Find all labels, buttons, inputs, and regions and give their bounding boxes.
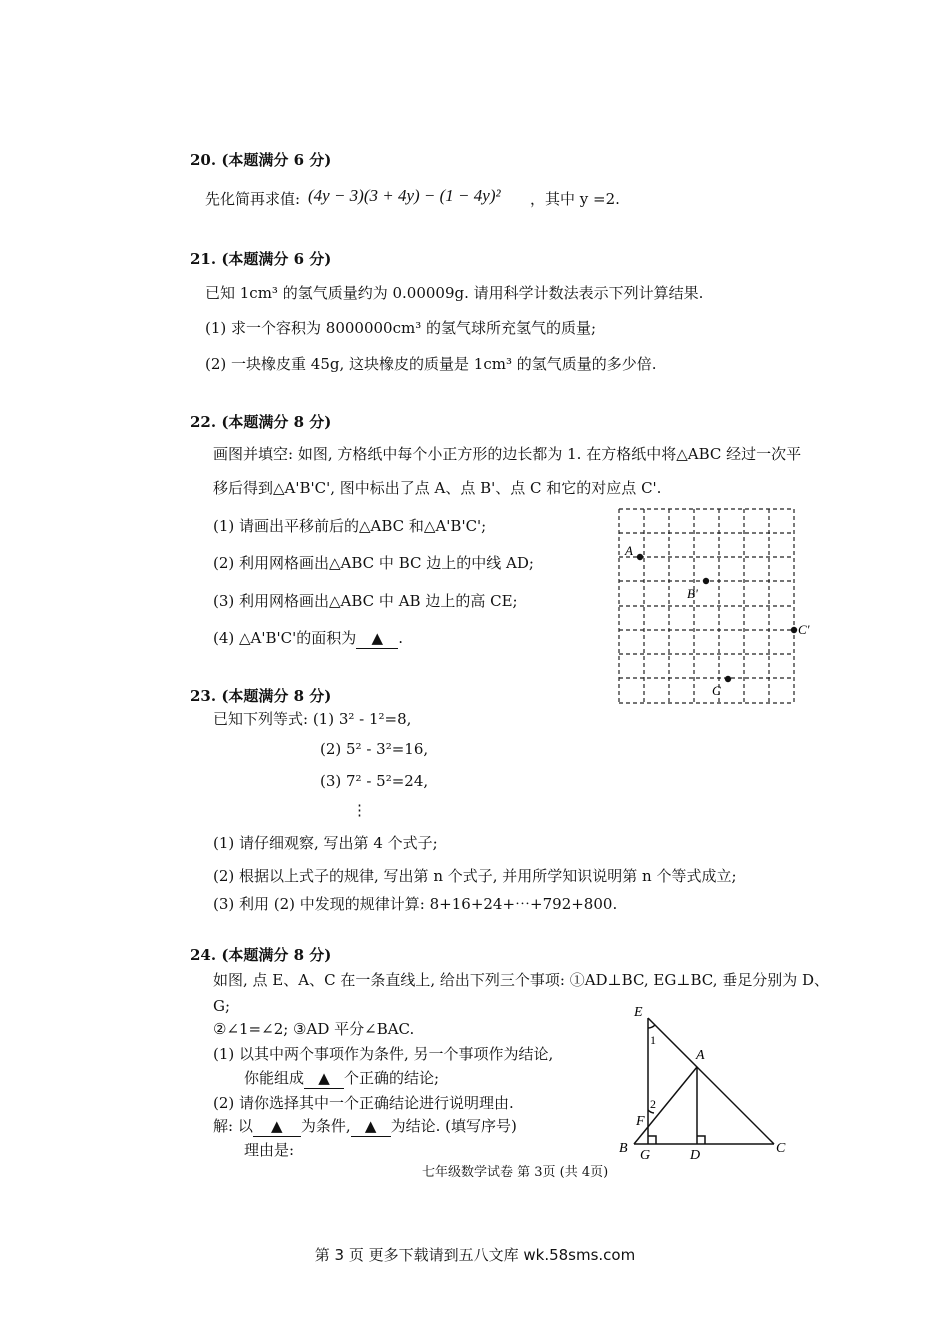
- q23-part1: (1) 请仔细观察, 写出第 4 个式子;: [213, 834, 438, 852]
- q22-intro-line2: 移后得到△A'B'C', 图中标出了点 A、点 B'、点 C 和它的对应点 C'.: [213, 479, 662, 497]
- site-footer: 第 3 页 更多下载请到五八文库 wk.58sms.com: [314, 1246, 636, 1264]
- q20-condition: ，其中 y =2.: [530, 190, 620, 208]
- answer-blank: ▲: [356, 628, 398, 649]
- q24-part1c-text: 个正确的结论;: [344, 1069, 440, 1087]
- triangle-figure: [610, 1000, 795, 1165]
- q21-intro: 已知 1cm³ 的氢气质量约为 0.00009g. 请用科学计数法表示下列计算结果.: [205, 284, 704, 302]
- q24-intro-line1: 如图, 点 E、A、C 在一条直线上, 给出下列三个事项: ①AD⊥BC, EG⊥BC, 垂足分别为 D、: [213, 971, 830, 989]
- q23-part2: (2) 根据以上式子的规律, 写出第 n 个式子, 并用所学知识说明第 n 个等式成立;: [213, 867, 737, 885]
- q22-part4: [213, 628, 403, 649]
- label-angle-1: 1: [650, 1033, 656, 1047]
- q22-part4-text: (4) △A'B'C'的面积为: [213, 629, 357, 647]
- q22-part4-end: .: [398, 629, 404, 647]
- q22-part3: (3) 利用网格画出△ABC 中 AB 边上的高 CE;: [213, 592, 518, 610]
- line-ba: [634, 1067, 697, 1144]
- label-b-prime: B': [687, 586, 698, 601]
- q23-eq3: (3) 7² - 5²=24,: [320, 772, 429, 790]
- answer-blank: ▲: [253, 1116, 301, 1137]
- q23-header: 23. (本题满分 8 分): [190, 687, 332, 705]
- q23-intro: 已知下列等式: (1) 3² - 1²=8,: [213, 710, 412, 728]
- answer-blank: ▲: [351, 1116, 391, 1137]
- point-c: [725, 676, 731, 682]
- label-c: C: [712, 683, 721, 698]
- q24-intro-line2: G;: [213, 997, 231, 1015]
- q20-header: 20. (本题满分 6 分): [190, 151, 332, 169]
- q24-part1b-text: 你能组成: [244, 1069, 305, 1087]
- q24-part1b: [244, 1068, 439, 1089]
- label-b: B: [619, 1141, 628, 1156]
- q24-sol-c: 为结论. (填写序号): [390, 1117, 517, 1135]
- label-f: F: [636, 1114, 645, 1129]
- q20-expression: (4y − 3)(3 + 4y) − (1 − 4y)²: [308, 186, 501, 205]
- point-a: [637, 554, 643, 560]
- q22-part2: (2) 利用网格画出△ABC 中 BC 边上的中线 AD;: [213, 554, 534, 572]
- grid-lines: [619, 509, 794, 703]
- q21-header: 21. (本题满分 6 分): [190, 250, 332, 268]
- answer-blank: ▲: [304, 1068, 344, 1089]
- q21-part2: (2) 一块橡皮重 45g, 这块橡皮的质量是 1cm³ 的氢气质量的多少倍.: [205, 355, 657, 373]
- grid-figure: [612, 503, 816, 713]
- point-c-prime: [791, 627, 797, 633]
- line-ec: [648, 1018, 774, 1144]
- right-angle-g: [648, 1136, 656, 1144]
- q23-eq2: (2) 5² - 3²=16,: [320, 740, 429, 758]
- q22-intro-line1: 画图并填空: 如图, 方格纸中每个小正方形的边长都为 1. 在方格纸中将△ABC 经过一次平: [213, 445, 802, 463]
- label-g: G: [640, 1148, 651, 1163]
- right-angle-d: [697, 1136, 705, 1144]
- point-b-prime: [703, 578, 709, 584]
- label-d: D: [690, 1148, 701, 1163]
- q24-sol-a: 解: 以: [213, 1117, 253, 1135]
- q20-prompt: 先化简再求值:: [205, 190, 301, 208]
- q24-reason: 理由是:: [244, 1141, 295, 1159]
- q24-solution: [213, 1116, 517, 1137]
- q21-part1: (1) 求一个容积为 8000000cm³ 的氢气球所充氢气的质量;: [205, 319, 597, 337]
- q24-part2: (2) 请你选择其中一个正确结论进行说明理由.: [213, 1094, 514, 1112]
- label-angle-2: 2: [650, 1097, 656, 1111]
- q24-conditions: ②∠1=∠2; ③AD 平分∠BAC.: [213, 1020, 415, 1038]
- q22-part1: (1) 请画出平移前后的△ABC 和△A'B'C';: [213, 517, 487, 535]
- angle-1-arc: [648, 1025, 655, 1028]
- q24-part1: (1) 以其中两个事项作为条件, 另一个事项作为结论,: [213, 1045, 554, 1063]
- q23-part3: (3) 利用 (2) 中发现的规律计算: 8+16+24+⋯+792+800.: [213, 895, 618, 913]
- label-a: A: [625, 543, 633, 558]
- label-e: E: [634, 1005, 643, 1020]
- q22-header: 22. (本题满分 8 分): [190, 413, 332, 431]
- label-c-prime: C': [798, 622, 810, 637]
- page-footer: 七年级数学试卷 第 3页 (共 4页): [422, 1165, 609, 1180]
- label-a: A: [696, 1048, 705, 1063]
- q24-header: 24. (本题满分 8 分): [190, 946, 332, 964]
- q23-ellipsis: ⋮: [352, 801, 367, 819]
- label-c: C: [776, 1141, 786, 1156]
- q24-sol-b: 为条件,: [300, 1117, 351, 1135]
